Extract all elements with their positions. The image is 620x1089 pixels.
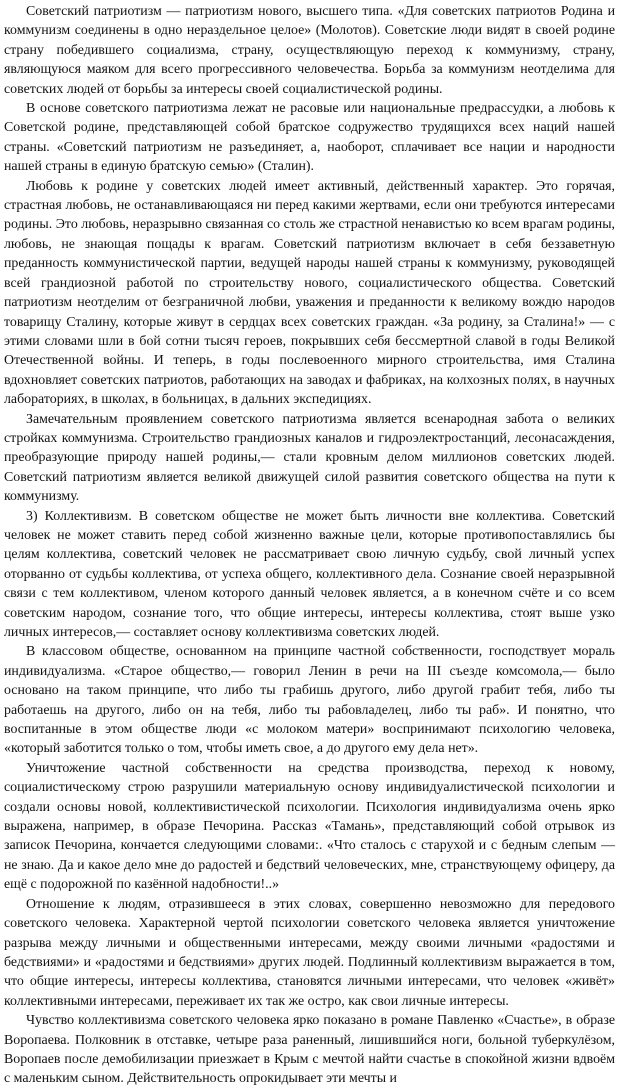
paragraph-collectivism: 3) Коллективизм. В советском обществе не может быть личности вне коллектива. Советский человек не может ставить перед собой жизненно важные цели, которые противопоставлялись бы целям коллектива, советский человек не рассматривает свою личную судьбу, свой личный успех оторванно от судьбы коллектива, от успеха общего, коллективного дела. Сознание своей неразрывной связи с тем коллективом, членом которого данный человек является, а в конечном счёте и со всем советским народом, сознание того, что общие интересы, интересы коллектива, стоят выше узко личных интересов,— составляет основу коллективизма советских людей. [4,508,615,640]
paragraph-soviet-patriotism: Советский патриотизм — патриотизм нового, высшего типа. «Для советских патриотов Родина и коммунизм соединены в одно нераздельное целое» (Молотов). Советские люди видят в своей родине страну победившего социализма, страну, осуществляющую переход к коммунизму, страну, являющуюся маяком для всего прогрессивного человечества. Борьба за коммунизм неотделима для советских людей от борьбы за интересы своей социалистической родины. [4,4,615,97]
paragraph-attitude-to-people: Отношение к людям, отразившееся в этих словах, совершенно невозможно для передового советского человека. Характерной чертой психологии советского человека является уничтожение разрыва между личными и общественными интересами, между своими личными «радостями и бедствиями» и «радостями и бедствиями» других людей. Подлинный коллективизм выражается в том, что общие интересы, интересы коллектива, становятся личными интересами, что человек «живёт» коллективными интересами, переживает их так же остро, как свои личные интересы. [4,896,615,1009]
paragraph-basis-of-patriotism: В основе советского патриотизма лежат не расовые или национальные предрассудки, а любовь к Советской родине, представляющей собой братское содружество трудящихся всех наций нашей страны. «Советский патриотизм не разъединяет, а, наоборот, сплачивает все нации и народности нашей страны в единую братскую семью» (Сталин). [4,101,615,175]
paragraph-class-society: В классовом обществе, основанном на принципе частной собственности, господствует мораль индивидуализма. «Старое общество,— говорил Ленин в речи на III съезде комсомола,— было основано на таком принципе, что либо ты грабишь другого, либо другой грабит тебя, либо ты работаешь на другого, либо он на тебя, либо ты рабовладелец, либо ты раб». И понятно, что воспитанные в этом обществе люди «с молоком матери» воспринимают психологию человека, «который заботится только о том, чтобы иметь свое, а до другого ему дела нет». [4,644,615,757]
paragraph-feeling-of-collectivism: Чувство коллективизма советского человека ярко показано в романе Павленко «Счастье», в образе Воропаева. Полковник в отставке, четыре раза раненный, лишившийся ноги, больной туберкулёзом, Воропаев после демобилизации приезжает в Крым с мечтой найти счастье в спокойной жизни вдвоём с маленьким сыном. Действительность опрокидывает эти мечты и [4,1013,615,1087]
paragraph-great-constructions: Замечательным проявлением советского патриотизма является всенародная забота о великих стройках коммунизма. Строительство грандиозных каналов и гидроэлектростанций, лесонасаждения, преобразующие природу нашей родины,— стали кровным делом миллионов советских людей. Советский патриотизм является великой движущей силой развития советского общества на пути к коммунизму. [4,411,615,505]
paragraph-love-for-motherland: Любовь к родине у советских людей имеет активный, действенный характер. Это горячая, страстная любовь, не останавливающаяся ни перед какими жертвами, если они требуются интересами родины. Это любовь, неразрывно связанная со столь же страстной ненавистью ко всем врагам родины, любовь, не знающая пощады к врагам. Советский патриотизм включает в себя беззаветную преданность коммунистической партии, ведущей народы нашей страны к коммунизму, руководящей всей грандиозной работой по строительству нового, социалистического общества. Советский патриотизм неотделим от безграничной любви, уважения и преданности к великому вождю народов товарищу Сталину, которые живут в сердцах всех советских граждан. «За родину, за Сталина!» — с этими словами шли в бой сотни тысяч героев, покрывших себя бессмертной славой в годы Великой Отечественной войны. И теперь, в годы послевоенного мирного строительства, имя Сталина вдохновляет советских патриотов, работающих на заводах и фабриках, на колхозных полях, в научных лабораториях, в школах, в больницах, в дальних экспедициях. [4,178,615,408]
paragraph-private-property: Уничтожение частной собственности на средства производства, переход к новому, социалистическому строю разрушили материальную основу индивидуалистической психологии и создали основы новой, коллективистической психологии. Психология индивидуализма очень ярко выражена, например, в образе Печорина. Рассказ «Тамань», представляющий собой отрывок из записок Печорина, кончается следующими словами:. «Что сталось с старухой и с бедным слепым — не знаю. Да и какое дело мне до радостей и бедствий человеческих, мне, странствующему офицеру, да ещё с подорожной по казённой надобности!..» [4,760,615,893]
